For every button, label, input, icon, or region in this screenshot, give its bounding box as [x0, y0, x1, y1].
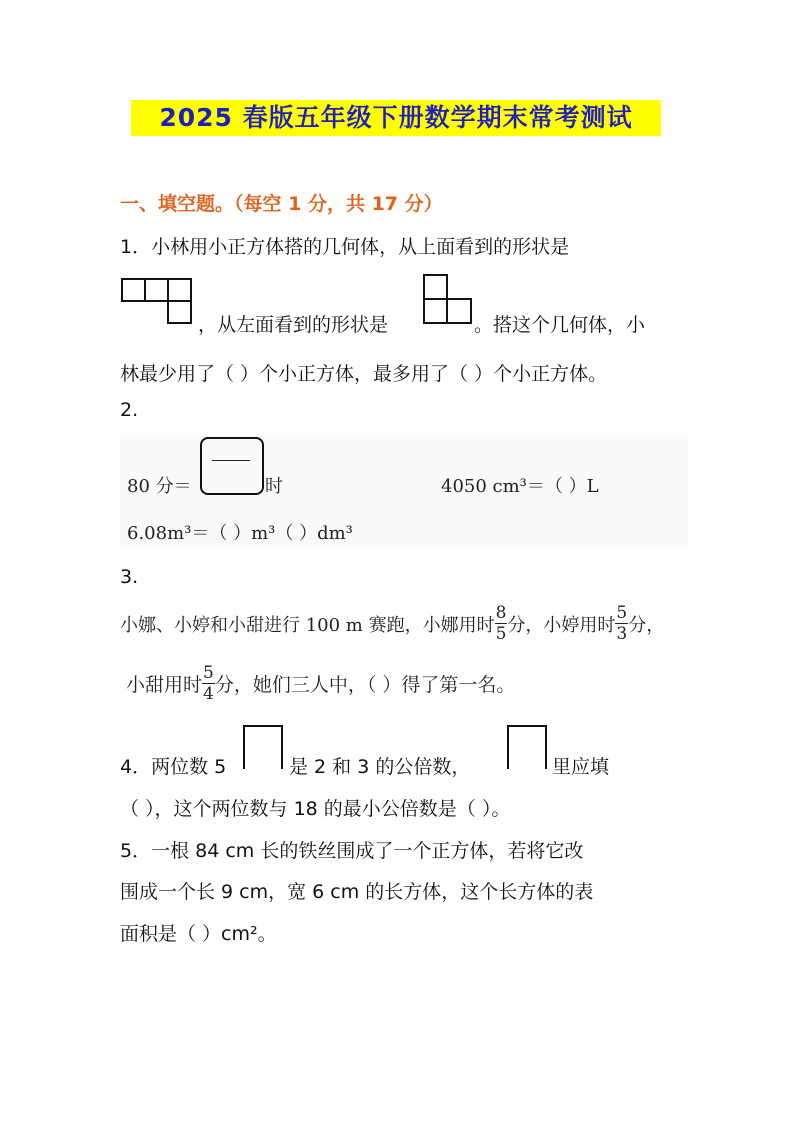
- top-view-shape: [120, 277, 196, 325]
- q3-line2-b: 分，她们三人中，（ ）得了第一名。: [214, 674, 516, 696]
- fraction-denominator: 3: [616, 624, 628, 644]
- q4-line2: （ ），这个两位数与 18 的最小公倍数是（ ）。: [120, 798, 511, 820]
- q5-line1: 5．一根 84 cm 长的铁丝围成了一个正方体，若将它改: [120, 840, 584, 862]
- q1-line2-b: 。搭这个几何体，小: [474, 314, 646, 336]
- left-view-shape: [422, 273, 474, 325]
- q5-line2: 围成一个长 9 cm，宽 6 cm 的长方体，这个长方体的表: [120, 881, 594, 903]
- blank-box-1: [242, 724, 286, 770]
- q3-line1: [120, 603, 664, 644]
- q4-line1-b: 是 2 和 3 的公倍数，: [289, 756, 471, 778]
- q2-number: 2.: [120, 399, 139, 421]
- q2-a-left: 80 分＝: [127, 476, 192, 497]
- section-heading: 一、填空题。（每空 1 分，共 17 分）: [120, 193, 443, 215]
- fraction-denominator: 5: [495, 624, 507, 644]
- fraction-numerator: 5: [203, 663, 214, 683]
- q4-line1-c: 里应填: [552, 756, 610, 778]
- q2-fraction-line: [212, 460, 250, 461]
- q2-c: 6.08m³＝（ ）m³（ ）dm³: [127, 523, 353, 544]
- q1-line1: 1．小林用小正方体搭的几何体，从上面看到的形状是: [120, 236, 570, 258]
- fraction-numerator: 8: [495, 603, 507, 623]
- q1-line3: 林最少用了（ ）个小正方体，最多用了（ ）个小正方体。: [120, 363, 608, 385]
- q5-line3: 面积是（ ）cm²。: [120, 923, 277, 945]
- q3-line2: [126, 663, 515, 704]
- q2-a-right: 时: [265, 476, 283, 497]
- fraction-denominator: 4: [203, 684, 214, 704]
- fraction-numerator: 5: [616, 603, 628, 623]
- blank-box-2: [506, 724, 550, 770]
- fraction-5-3: [615, 603, 628, 644]
- q2-b: 4050 cm³＝（ ）L: [441, 476, 599, 497]
- q3-line1-c: 分，: [628, 614, 665, 636]
- q1-line2-a: ，从左面看到的形状是: [198, 314, 389, 336]
- q4-line1-a: 4．两位数 5: [120, 756, 227, 778]
- fraction-5-4: [202, 663, 215, 704]
- q3-number: 3.: [120, 566, 139, 588]
- q2-answer-bracket: [200, 437, 264, 495]
- q3-line2-a: 小甜用时: [126, 674, 203, 696]
- fraction-8-5: [495, 603, 508, 644]
- q3-line1-b: 分，小婷用时: [507, 614, 616, 636]
- page-title: 2025 春版五年级下册数学期末常考测试: [131, 100, 661, 136]
- q3-line1-a: 小娜、小婷和小甜进行 100 m 赛跑，小娜用时: [120, 614, 495, 636]
